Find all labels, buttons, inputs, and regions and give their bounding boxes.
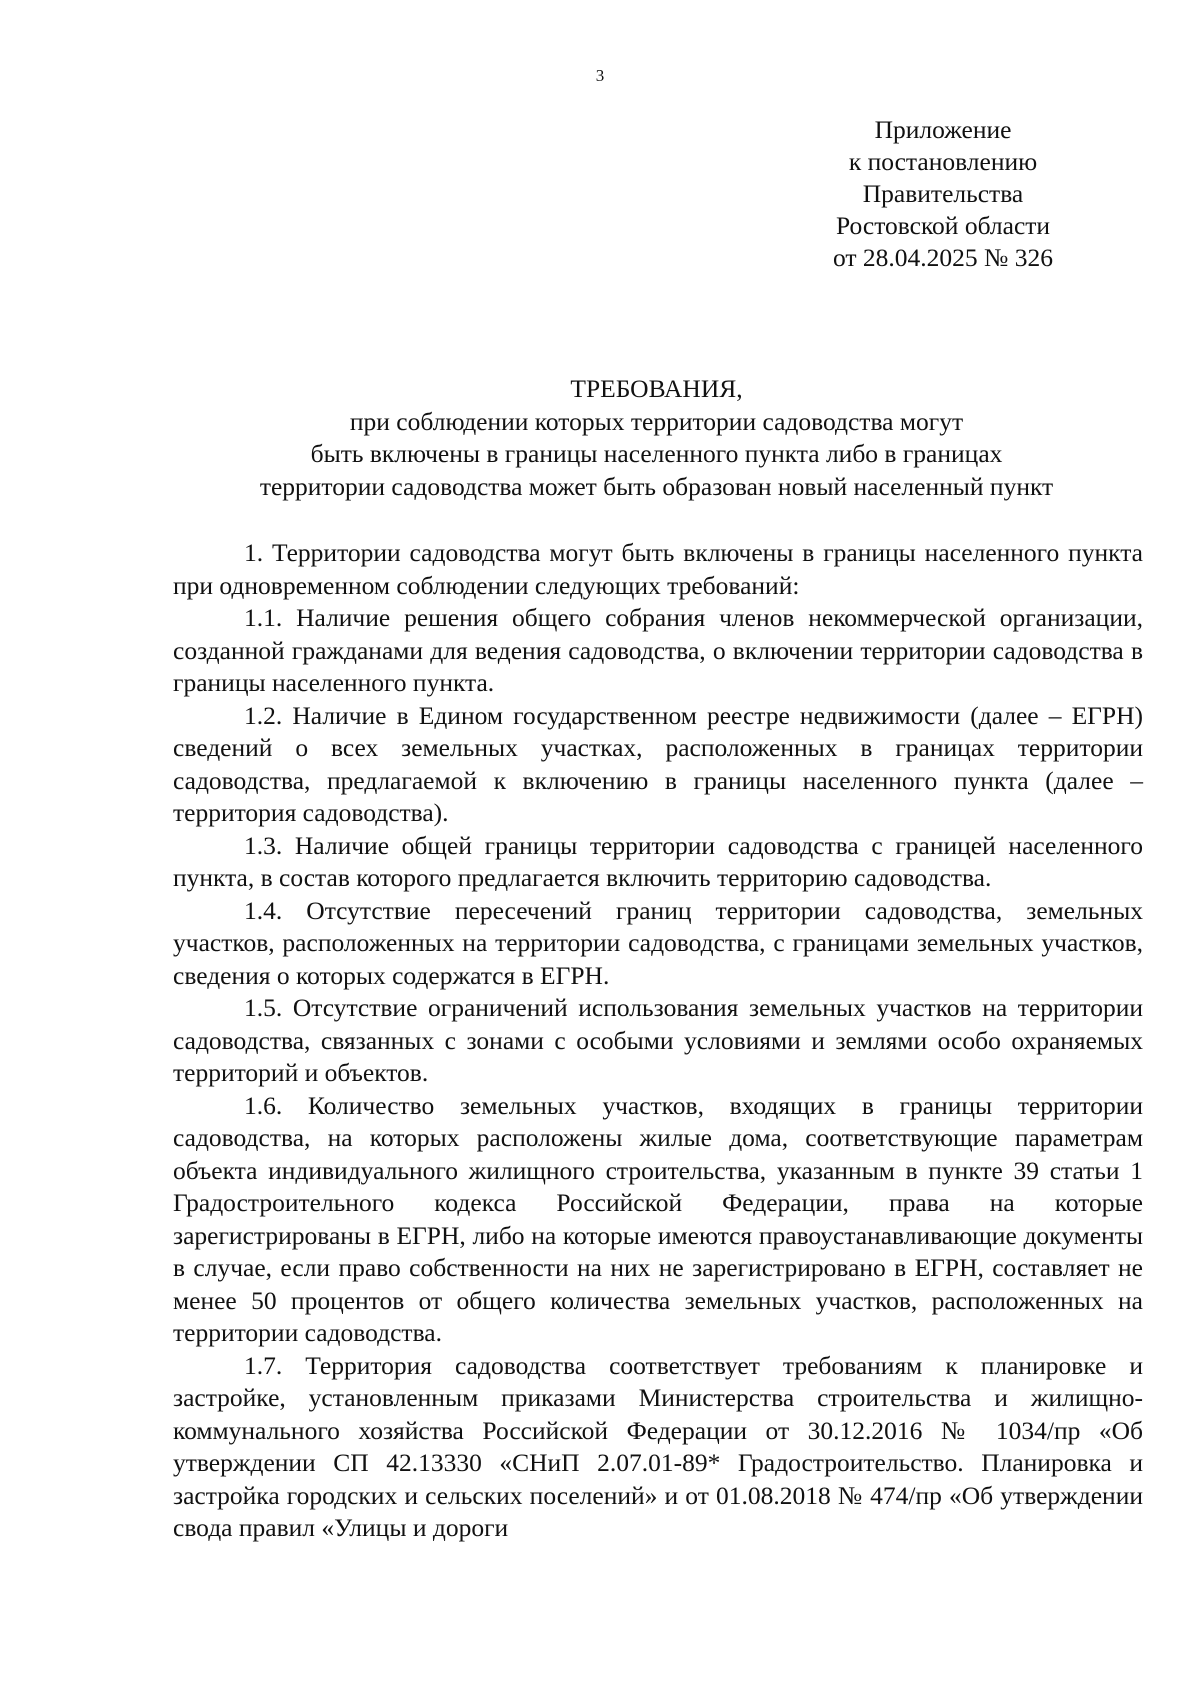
appendix-line: от 28.04.2025 № 326: [832, 243, 1053, 272]
paragraph-1: 1. Территории садоводства могут быть включены в границы населенного пункта при одновременном соблюдении следующих требований:: [173, 538, 1143, 600]
paragraph-1-6: 1.6. Количество земельных участков, входящих в границы территории садоводства, на которых расположены жилые дома, соответствующие параметрам объекта индивидуального жилищного строительства, указанным в пункте 39 статьи 1 Градостроительного кодекса Российской Федерации, права на которые зарегистрированы в ЕГРН, либо на которые имеются правоустанавливающие документы в случае, если право собственности на них не зарегистрировано в ЕГРН, составляет не менее 50 процентов от общего количества земельных участков, расположенных на территории садоводства.: [173, 1090, 1143, 1347]
paragraph-1-1: 1.1. Наличие решения общего собрания членов некоммерческой организации, созданной гражданами для ведения садоводства, о включении территории садоводства в границы населенного пункта.: [173, 603, 1143, 697]
paragraph-1-4: 1.4. Отсутствие пересечений границ территории садоводства, земельных участков, расположенных на территории садоводства, с границами земельных участков, сведения о которых содержатся в ЕГРН.: [173, 895, 1143, 990]
appendix-block: [808, 114, 1078, 274]
title-heading: ТРЕБОВАНИЯ,: [570, 374, 743, 403]
title-line: территории садоводства может быть образован новый населенный пункт: [259, 471, 1054, 501]
title-line: при соблюдении которых территории садоводства могут: [349, 406, 964, 436]
appendix-line: к постановлению: [848, 147, 1038, 176]
paragraph-1-7: 1.7. Территория садоводства соответствует требованиям к планировке и застройке, установленным приказами Министерства строительства и жилищно-коммунального хозяйства Российской Федерации от 30.12.2016 № 1034/пр «Об утверждении СП 42.13330 «СНиП 2.07.01-89* Градостроительство. Планировка и застройка городских и сельских поселений» и от 01.08.2018 № 474/пр «Об утверждении свода правил «Улицы и дороги: [173, 1350, 1143, 1542]
page-number: 3: [595, 66, 605, 85]
title-line: быть включены в границы населенного пункта либо в границах: [310, 439, 1003, 468]
document-title: [170, 373, 1143, 503]
appendix-line: Правительства: [862, 179, 1024, 208]
document-body: [173, 537, 1143, 1545]
paragraph-1-5: 1.5. Отсутствие ограничений использования земельных участков на территории садоводства, связанных с зонами с особыми условиями и землями особо охраняемых территорий и объектов.: [173, 993, 1143, 1087]
paragraph-1-3: 1.3. Наличие общей границы территории садоводства с границей населенного пункта, в состав которого предлагается включить территорию садоводства.: [173, 830, 1143, 892]
paragraph-1-2: 1.2. Наличие в Едином государственном реестре недвижимости (далее – ЕГРН) сведений о всех земельных участках, расположенных в границах территории садоводства, предлагаемой к включению в границы населенного пункта (далее – территория садоводства).: [173, 700, 1143, 827]
appendix-line: Приложение: [874, 115, 1012, 144]
appendix-line: Ростовской области: [835, 211, 1051, 240]
